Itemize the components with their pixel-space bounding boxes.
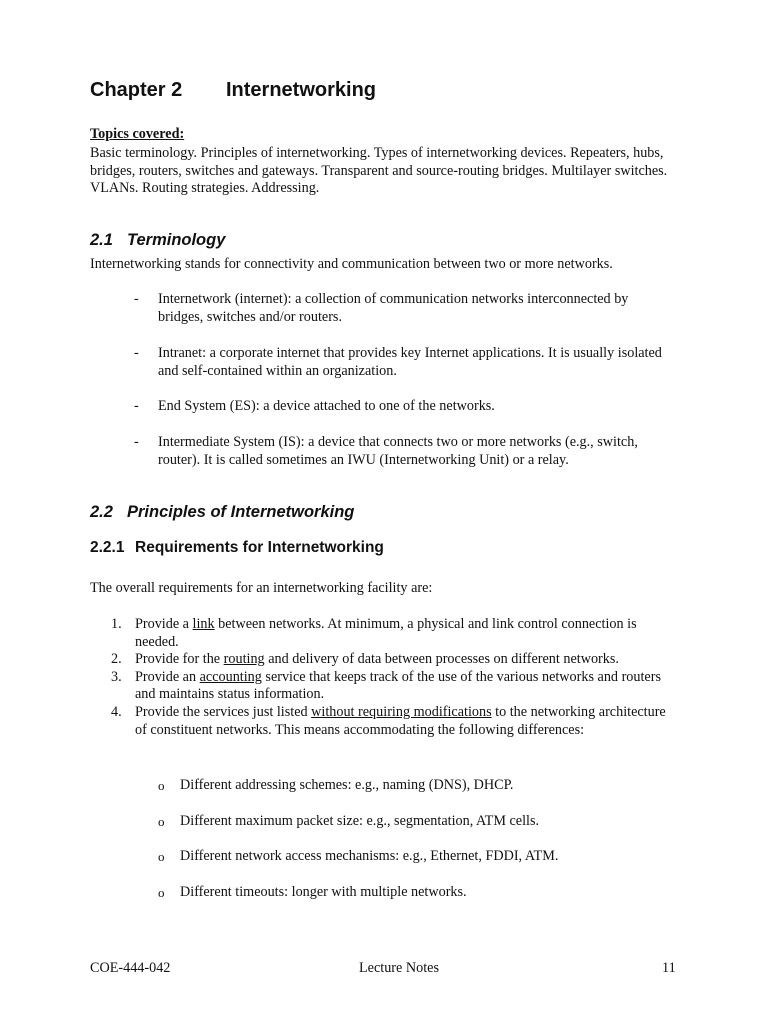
list-marker: o <box>158 814 165 829</box>
section-title: Principles of Internetworking <box>127 503 355 521</box>
requirement-text: Provide an <box>135 668 200 685</box>
footer-course-code: COE-444-042 <box>90 960 171 976</box>
requirement-text: Provide a <box>135 616 193 632</box>
terminology-item <box>134 434 674 469</box>
topics-label: Topics covered: <box>90 126 185 142</box>
difference-item <box>158 813 678 831</box>
footer-center-text: Lecture Notes <box>359 960 439 976</box>
difference-text: Different addressing schemes: e.g., naming (DNS), DHCP. <box>180 777 514 793</box>
section-title: Terminology <box>127 231 226 249</box>
list-item-text: Intermediate System (IS): a device that connects two or more networks (e.g., switch, router). It is called sometimes an IWU (Internetworking Unit) or a relay. <box>158 434 638 468</box>
chapter-title: Internetworking <box>226 79 377 101</box>
chapter-heading <box>90 79 376 102</box>
section-2-2-1-heading <box>90 539 384 557</box>
difference-text: Different network access mechanisms: e.g., Ethernet, FDDI, ATM. <box>180 848 559 864</box>
terminology-item <box>134 345 674 380</box>
requirement-item <box>111 651 681 669</box>
section-number: 2.1 <box>90 231 113 249</box>
requirement-keyword: link <box>192 616 215 632</box>
requirements-intro: The overall requirements for an internetworking facility are: <box>90 580 433 596</box>
requirement-text: Provide for the <box>135 651 224 668</box>
section-2-2-heading <box>90 503 354 522</box>
terminology-item <box>134 291 674 326</box>
list-marker: o <box>158 849 165 864</box>
topics-text: Basic terminology. Principles of internetworking. Types of internetworking devices. Repeaters, hubs, bridges, routers, switches and gateways. Transparent and source-routing bridges. Multilayer switches. VLANs. Routing strategies. Addressing. <box>90 145 668 197</box>
chapter-number: Chapter 2 <box>90 79 183 101</box>
requirement-keyword: without requiring modifications <box>311 703 492 720</box>
list-marker: - <box>134 398 139 414</box>
requirement-text: to the networking architecture of constituent networks. This means accommodating the following differences: <box>135 703 666 738</box>
list-item-text: End System (ES): a device attached to one of the networks. <box>158 398 495 414</box>
requirements-list <box>111 616 681 739</box>
list-marker: - <box>134 345 139 361</box>
list-marker: o <box>158 885 165 900</box>
list-item-text: Internetwork (internet): a collection of communication networks interconnected by bridges, switches and/or routers. <box>158 291 629 325</box>
requirement-keyword: routing <box>223 651 265 668</box>
list-marker: 2. <box>111 651 122 668</box>
terminology-item <box>134 398 674 416</box>
difference-text: Different maximum packet size: e.g., segmentation, ATM cells. <box>180 813 540 829</box>
requirement-keyword: accounting <box>199 668 262 685</box>
difference-item <box>158 848 678 866</box>
difference-item <box>158 884 678 902</box>
list-marker: - <box>134 434 139 450</box>
requirement-item <box>111 669 681 704</box>
list-marker: 1. <box>111 616 122 632</box>
list-marker: 4. <box>111 703 122 720</box>
requirement-item <box>111 704 681 739</box>
terminology-intro: Internetworking stands for connectivity and communication between two or more networks. <box>90 256 613 272</box>
difference-item <box>158 777 678 795</box>
section-title: Requirements for Internetworking <box>135 539 384 556</box>
requirement-text: Provide the services just listed <box>135 703 312 720</box>
requirement-item <box>111 616 681 651</box>
list-marker: - <box>134 291 139 307</box>
requirement-text: and delivery of data between processes on different networks. <box>264 651 619 668</box>
requirement-text: between networks. At minimum, a physical and link control connection is needed. <box>135 616 637 650</box>
section-number: 2.2 <box>90 503 113 521</box>
section-2-1-heading <box>90 231 225 250</box>
list-item-text: Intranet: a corporate internet that provides key Internet applications. It is usually isolated and self-contained within an organization. <box>158 345 662 379</box>
list-marker: 3. <box>111 668 122 685</box>
list-marker: o <box>158 778 165 793</box>
difference-text: Different timeouts: longer with multiple networks. <box>180 884 467 900</box>
section-number: 2.2.1 <box>90 539 125 556</box>
page-number: 11 <box>662 960 676 976</box>
requirement-text: service that keeps track of the use of the various networks and routers and maintains status information. <box>135 668 661 703</box>
